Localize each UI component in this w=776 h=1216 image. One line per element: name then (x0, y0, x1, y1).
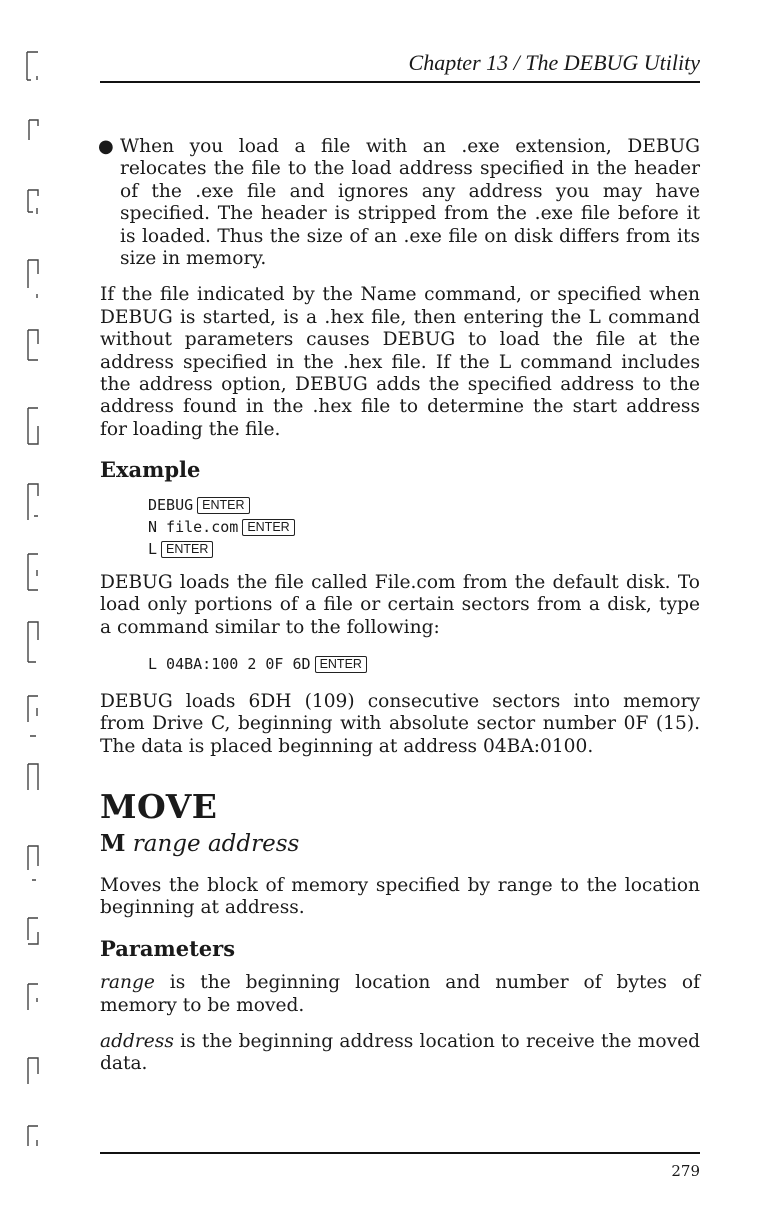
enter-key-icon: ENTER (242, 519, 294, 536)
parameters-heading: Parameters (100, 935, 236, 961)
code-text: L 04BA:100 2 0F 6D (148, 654, 311, 673)
bullet-dot-icon: ● (98, 136, 114, 157)
example-heading: Example (100, 457, 201, 483)
parameter-text: is the beginning address location to receive the moved data. (100, 1030, 700, 1075)
footer-rule (100, 1152, 700, 1154)
section-title: MOVE (100, 787, 218, 827)
bullet-text: When you load a file with an .exe extension, DEBUG relocates the file to the load address specified in the header of the .exe file and ignores any address you may have specified. The header is stripped from the .exe file before it is loaded. Thus the size of an .exe file on disk differs from its size in memory. (120, 136, 700, 270)
code-block (148, 494, 700, 560)
parameter-address (100, 1031, 700, 1076)
parameter-name: range (100, 972, 155, 994)
parameter-name: address (100, 1030, 174, 1052)
page-content (100, 136, 700, 1090)
code-line (148, 538, 700, 560)
code-text: N file.com (148, 517, 239, 536)
header-rule (100, 81, 700, 83)
syntax-arguments: range address (132, 830, 300, 857)
code-line (148, 494, 700, 516)
parameter-range (100, 972, 700, 1017)
running-head: Chapter 13 / The DEBUG Utility (408, 50, 700, 75)
example-explanation: DEBUG loads 6DH (109) consecutive sectors into memory from Drive C, beginning with absolute sector number 0F (15). The data is placed beginning at address 04BA:0100. (100, 690, 700, 757)
example-description: DEBUG loads the file called File.com from the default disk. To load only portions of a file or certain sectors from a disk, type a command similar to the following: (100, 571, 700, 638)
enter-key-icon: ENTER (197, 497, 249, 514)
page-number: 279 (671, 1162, 700, 1180)
code-text: L (148, 539, 158, 558)
bullet-item (100, 136, 700, 270)
parameter-text: is the beginning location and number of bytes of memory to be moved. (100, 972, 700, 1016)
binding-edge-marks (0, 0, 60, 1216)
code-line (148, 516, 700, 538)
document-page (100, 0, 700, 1216)
hex-paragraph: If the file indicated by the Name command, or specified when DEBUG is started, is a .hex file, then entering the L command without parameters causes DEBUG to load the file at the address specified in the .hex file. If the L command includes the address option, DEBUG adds the specified address to the address found in the .hex file to determine the start address for loading the file. (100, 284, 700, 440)
command-line (148, 653, 700, 675)
code-line (148, 653, 700, 675)
command-syntax (100, 829, 700, 857)
enter-key-icon: ENTER (161, 541, 213, 558)
syntax-command: M (100, 829, 126, 857)
code-text: DEBUG (148, 495, 194, 514)
enter-key-icon: ENTER (315, 656, 367, 673)
move-description: Moves the block of memory specified by range to the location beginning at address. (100, 874, 700, 919)
